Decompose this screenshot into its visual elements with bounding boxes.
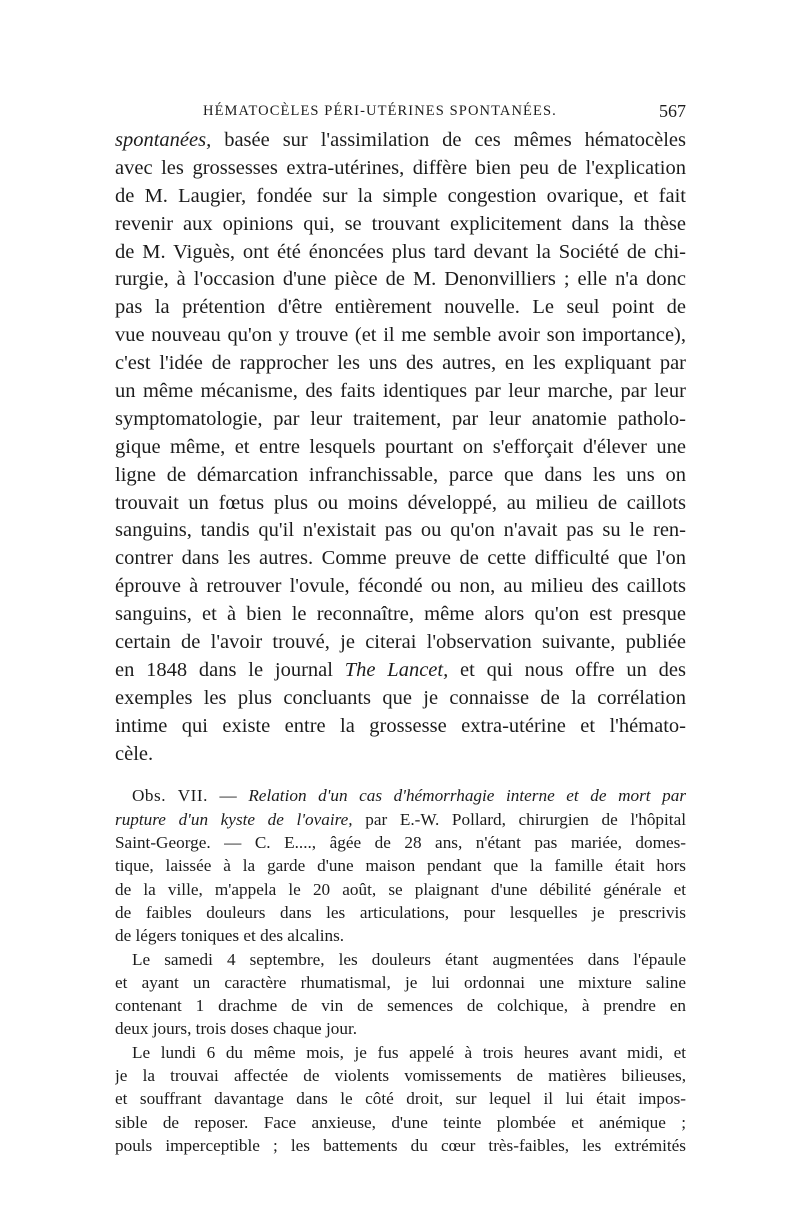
text-line: Le samedi 4 septembre, les douleurs étant augmentées dans l'épaule — [132, 949, 686, 969]
text-line: exemples les plus concluants que je connaisse de la corrélation — [115, 686, 686, 709]
text-line: rurgie, à l'occasion d'une pièce de M. Denonvilliers ; elle n'a donc — [115, 268, 686, 291]
observation-block — [115, 784, 686, 1157]
text-line: certain de l'avoir trouvé, je citerai l'observation suivante, publiée — [115, 631, 686, 654]
text-line: rupture d'un kyste de l'ovaire, par E.-W. Pollard, chirurgien de l'hôpital — [115, 809, 686, 829]
text-line: en 1848 dans le journal The Lancet, et qui nous offre un des — [115, 658, 686, 681]
text-line: sible de reposer. Face anxieuse, d'une teinte plombée et anémique ; — [115, 1112, 686, 1132]
text-line: pas la prétention d'être entièrement nouvelle. Le seul point de — [115, 296, 686, 319]
text-line: sanguins, tandis qu'il n'existait pas ou qu'on n'avait pas su le ren- — [115, 519, 686, 542]
observation-title: Relation d'un cas d'hémorrhagie interne et de mort par — [248, 786, 686, 806]
journal-title: The Lancet, — [344, 658, 449, 681]
text-line: et ayant un caractère rhumatismal, je lui ordonnai une mixture saline — [115, 972, 686, 992]
text-line: de la ville, m'appela le 20 août, se plaignant d'une débilité générale et — [115, 879, 686, 899]
text-line: deux jours, trois doses chaque jour. — [115, 1019, 358, 1039]
text-line: Le lundi 6 du même mois, je fus appelé à trois heures avant midi, et — [132, 1042, 686, 1062]
text-line: contrer dans les autres. Comme preuve de cette difficulté que l'on — [115, 547, 686, 570]
text-line: je la trouvai affectée de violents vomissements de matières bilieuses, — [115, 1066, 686, 1086]
text-line: c'est l'idée de rapprocher les uns des autres, en les expliquant par — [115, 352, 686, 375]
text-line: spontanées, basée sur l'assimilation de ces mêmes hématocèles — [115, 129, 686, 151]
running-title: HÉMATOCÈLES PÉRI-UTÉRINES SPONTANÉES. — [203, 103, 557, 119]
text-line: de faibles douleurs dans les articulations, pour lesquelles je prescrivis — [115, 902, 686, 922]
text-line: avec les grossesses extra-utérines, diffère bien peu de l'explication — [115, 156, 686, 179]
observation-heading: Obs. VII. — Relation d'un cas d'hémorrhagie interne et de mort par — [132, 786, 686, 806]
text-line: gique même, et entre lesquels pourtant on s'efforçait d'élever une — [115, 435, 686, 458]
page-number: 567 — [659, 101, 686, 121]
main-text — [115, 127, 686, 768]
text-line: éprouve à retrouver l'ovule, fécondé ou non, au milieu des caillots — [115, 575, 686, 598]
italic-word: spontanées, — [115, 129, 212, 151]
text-line: intime qui existe entre la grossesse extra-utérine et l'hémato- — [115, 714, 686, 737]
text-line: de M. Laugier, fondée sur la simple congestion ovarique, et fait — [115, 184, 686, 207]
text-line: vue nouveau qu'on y trouve (et il me semble avoir son importance), — [115, 324, 686, 347]
text-line: sanguins, et à bien le reconnaître, même alors qu'on est presque — [115, 603, 686, 626]
page-body — [115, 127, 686, 1157]
text-line: revenir aux opinions qui, se trouvant explicitement dans la thèse — [115, 212, 686, 235]
text-line: de légers toniques et des alcalins. — [115, 926, 345, 946]
text-line: symptomatologie, par leur traitement, par leur anatomie patholo- — [115, 407, 686, 430]
text-line: contenant 1 drachme de vin de semences de colchique, à prendre en — [115, 996, 686, 1016]
text-line: trouvait un fœtus plus ou moins développé, au milieu de caillots — [115, 491, 686, 514]
text-line: de M. Viguès, ont été énoncées plus tard devant la Société de chi- — [115, 240, 686, 263]
text-line: un même mécanisme, des faits identiques par leur marche, par leur — [115, 380, 686, 403]
observation-title: rupture d'un kyste de l'ovaire, — [115, 809, 353, 829]
observation-label: Obs. VII. — [132, 786, 208, 806]
text-line: et souffrant davantage dans le côté droit, sur lequel il lui était impos- — [115, 1089, 686, 1109]
text-line: pouls imperceptible ; les battements du cœur très-faibles, les extrémités — [115, 1135, 686, 1155]
text-line: tique, laissée à la garde d'une maison pendant que la famille était hors — [115, 856, 686, 876]
text-line: cèle. — [115, 742, 154, 765]
text-line: Saint-George. — C. E...., âgée de 28 ans, n'étant pas mariée, domes- — [115, 833, 686, 853]
running-header — [115, 103, 686, 127]
text-line: ligne de démarcation infranchissable, parce que dans les uns on — [115, 463, 686, 486]
